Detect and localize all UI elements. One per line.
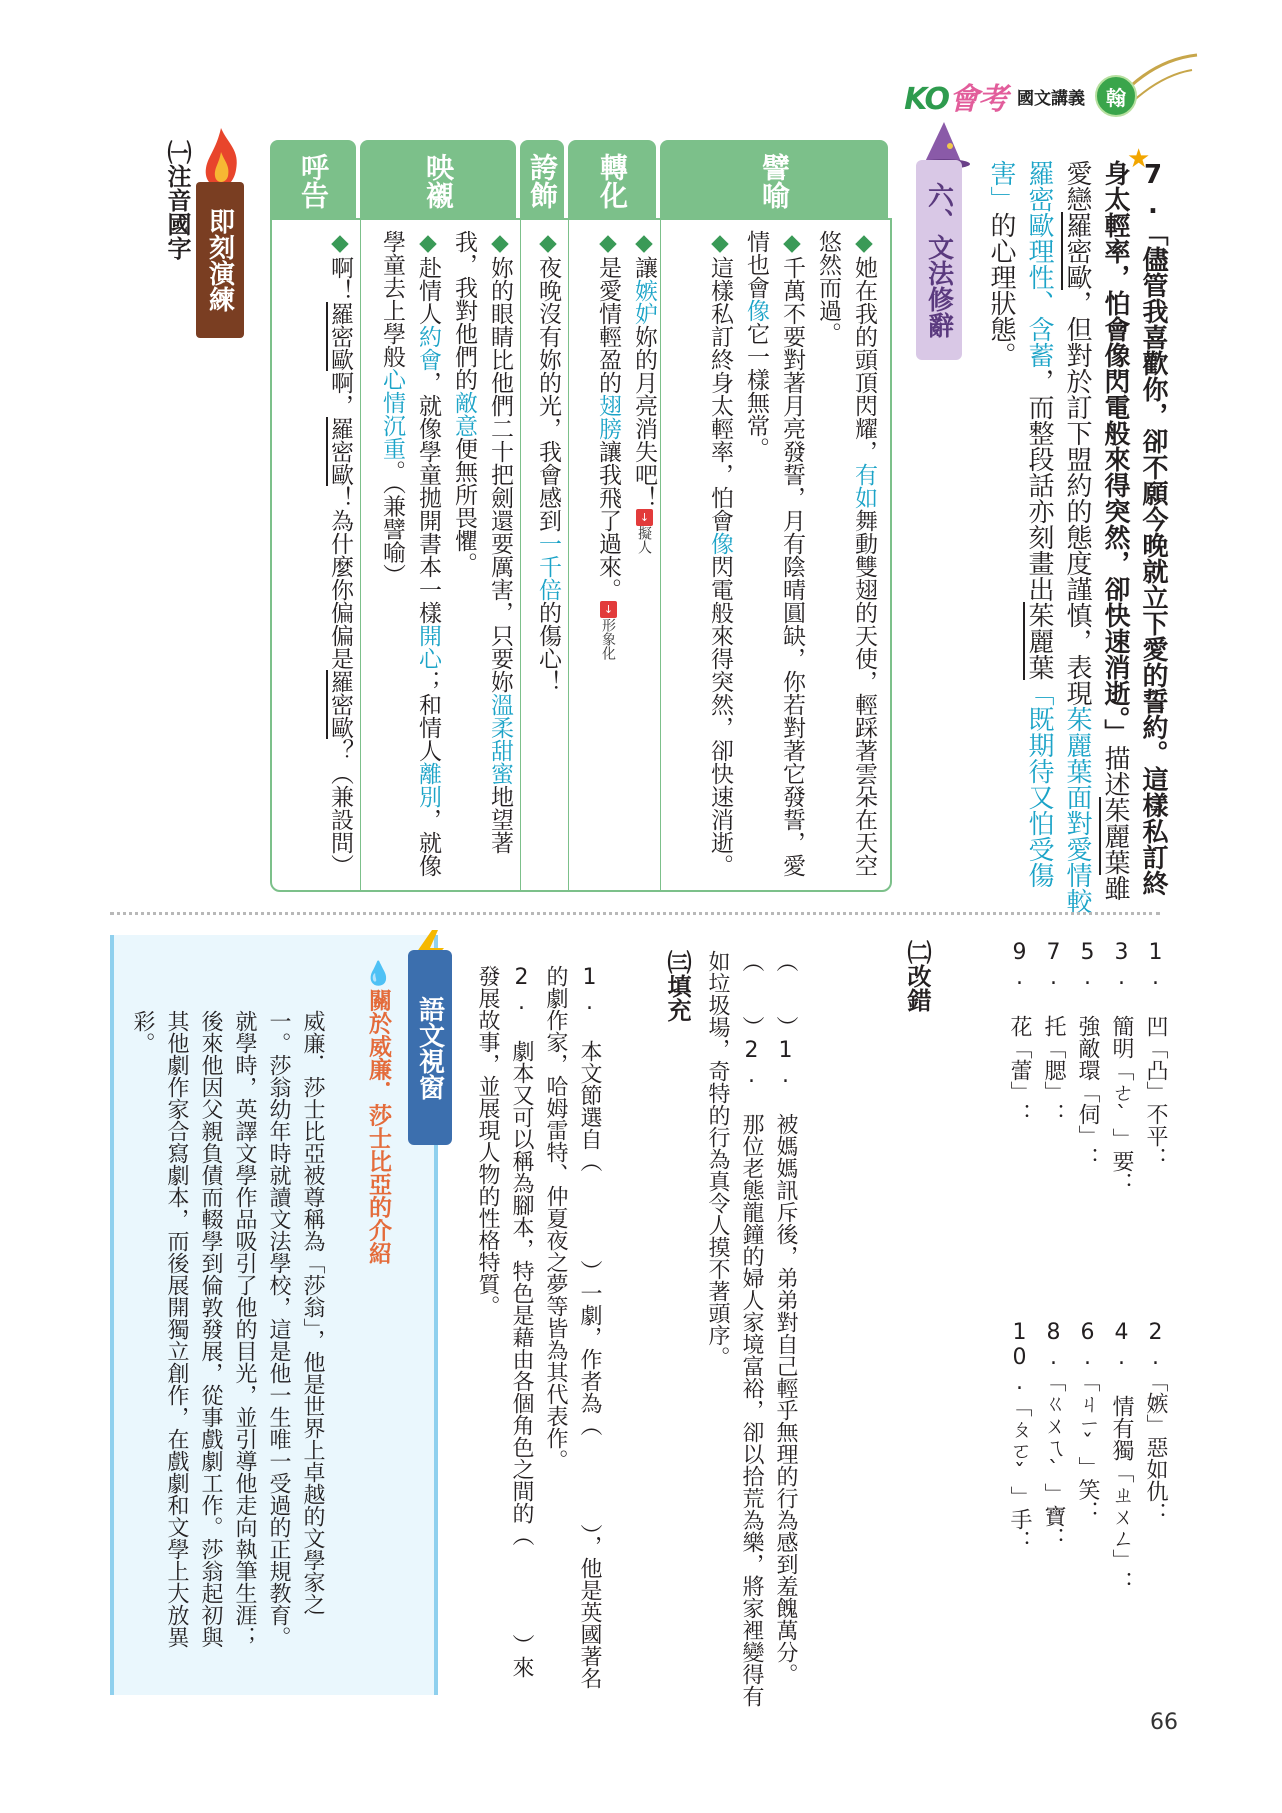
subject-title: 國文講義 <box>1017 88 1085 109</box>
header-metaphor: 譬喻 <box>660 140 888 222</box>
list-item: 9. 花「蕾」： <box>1007 940 1032 1125</box>
list-item: （ ）2. 那位老態龍鐘的婦人家境富裕，卻以拾荒為樂，將家裡變得有如垃圾場，奇特的行為真令人摸不著頭序。 <box>705 950 764 1707</box>
list-item: 2. 劇本又可以稱為腳本，特色是藉由各個角色之間的（ ）來發展故事，並展現人物的性格特質。 <box>475 965 534 1678</box>
page-number: 66 <box>1150 1710 1178 1735</box>
list-item: ◆妳的眼睛比他們二十把劍還要厲害，只要妳溫柔甜蜜地望著我，我對他們的敵意便無所畏懼。 <box>451 230 513 854</box>
list-item: 8.「ㄍㄨㄟˋ」寶： <box>1041 1320 1066 1549</box>
arrow-icon: ↓ <box>638 511 651 524</box>
list-item: 7. 托「腮」： <box>1041 940 1066 1125</box>
metaphor-examples <box>670 230 882 880</box>
question-7: 7.「儘管我喜歡你，卻不願今晚就立下愛的誓約。這樣私訂終身太輕率，怕會像閃電般來得突然，卻快速消逝。」描述茱麗葉雖愛戀羅密歐，但對於訂下盟約的態度謹慎，表現茱麗葉面對愛情較羅密歐理性、含蓄，而整段話亦刻畫出茱麗葉「既期待又怕受傷害」的心理狀態。 <box>986 160 1168 914</box>
subsection-zhuyin-title: ㈠注音國字 <box>163 140 191 260</box>
list-item: 3. 簡明「ㄜˋ」要： <box>1109 940 1134 1194</box>
list-item: （ ）1. 被媽媽訊斥後，弟弟對自己輕乎無理的行為感到羞餽萬分。 <box>773 950 798 1685</box>
list-item: 6.「ㄐㄧˇ」笑： <box>1075 1320 1100 1523</box>
list-item: 10.「ㄆㄛˇ」手： <box>1007 1320 1032 1552</box>
practice-banner: 即刻演練 <box>196 182 244 338</box>
table-body <box>270 218 892 892</box>
list-item: 4. 情有獨「ㄓㄨㄥ」： <box>1109 1320 1134 1593</box>
dotted-divider <box>110 912 1160 915</box>
list-item: ◆讓嫉妒妳的月亮消失吧！↓擬人 <box>631 230 657 554</box>
list-item: ◆夜晚沒有妳的光，我會感到一千倍的傷心！ <box>535 230 561 693</box>
fill-items <box>470 965 606 1695</box>
brand-header <box>904 74 1137 118</box>
contrast-examples <box>368 230 518 880</box>
star-icon: ★ <box>1127 144 1151 174</box>
list-item: ◆是愛情輕盈的翅膀讓我飛了過來。↓形象化 <box>595 230 621 660</box>
publisher-seal: 翰 <box>1095 75 1137 117</box>
list-item: ◆她在我的頭頂閃耀，有如舞動雙翅的天使，輕踩著雲朵在天空悠然而過。 <box>815 230 877 877</box>
hyperbole-examples <box>526 230 566 880</box>
arrow-icon: ↓ <box>602 603 615 616</box>
header-hyperbole: 誇飾 <box>520 140 564 222</box>
section-title: 六、文法修辭 <box>916 160 962 360</box>
header-contrast: 映襯 <box>360 140 516 222</box>
list-item: ◆赴情人約會，就像學童拋開書本一樣開心；和情人離別，就像學童去上學般心情沉重。（兼譬喻） <box>379 230 441 877</box>
list-item: 1. 本文節選自（ ）一劇，作者為（ ），他是英國著名的劇作家，哈姆雷特、仲夏夜之夢等皆為其代表作。 <box>543 965 602 1689</box>
list-item: ◆啊！羅密歐啊，羅密歐！為什麼你偏偏是羅密歐？（兼設問） <box>327 230 353 877</box>
flame-icon <box>198 126 244 190</box>
zhuyin-list-bottom <box>1002 1320 1172 1640</box>
zhuyin-list-top <box>1002 940 1172 1260</box>
list-item: 2.「嫉」惡如仇： <box>1143 1320 1168 1524</box>
correction-title: ㈡改錯 <box>903 940 931 1012</box>
header-apostrophe: 呼告 <box>270 140 356 222</box>
header-personify: 轉化 <box>568 140 656 222</box>
ko-logo: KO會考 <box>904 82 1007 117</box>
list-item: ◆千萬不要對著月亮發誓，月有陰晴圓缺，你若對著它發誓，愛情也會像它一樣無常。 <box>743 230 805 877</box>
language-window-tag: 語文視窗 <box>408 950 452 1145</box>
list-item: 1. 凹「凸」不平： <box>1143 940 1168 1169</box>
correction-section <box>900 940 935 1700</box>
fill-section <box>660 950 695 1710</box>
personify-examples <box>576 230 662 880</box>
correction-items <box>700 950 802 1710</box>
list-item: ◆這樣私訂終身太輕率，怕會像閃電般來得突然，卻快速消逝。 <box>707 230 733 877</box>
rhetoric-table <box>270 140 890 892</box>
apostrophe-examples <box>278 230 358 880</box>
window-body: 威廉．莎士比亞被尊稱為「莎翁」，他是世界上卓越的文學家之一。莎翁幼年時就讀文法學校，這是他一生唯一受過的正規教育。就學時，英譯文學作品吸引了他的目光，並引導他走向執筆生涯；後來他因父親負債而輟學到倫敦發展，從事戲劇工作。莎翁起初與其他劇作家合寫劇本，而後展開獨立創作，在戲劇和文學上大放異彩。 <box>130 1010 325 1648</box>
window-title: 💧關於威廉．莎士比亞的介紹 <box>365 960 391 1265</box>
fill-title: ㈢填充 <box>663 950 691 1022</box>
drop-icon: 💧 <box>365 960 391 989</box>
list-item: 5. 強敵環「伺」： <box>1075 940 1100 1169</box>
